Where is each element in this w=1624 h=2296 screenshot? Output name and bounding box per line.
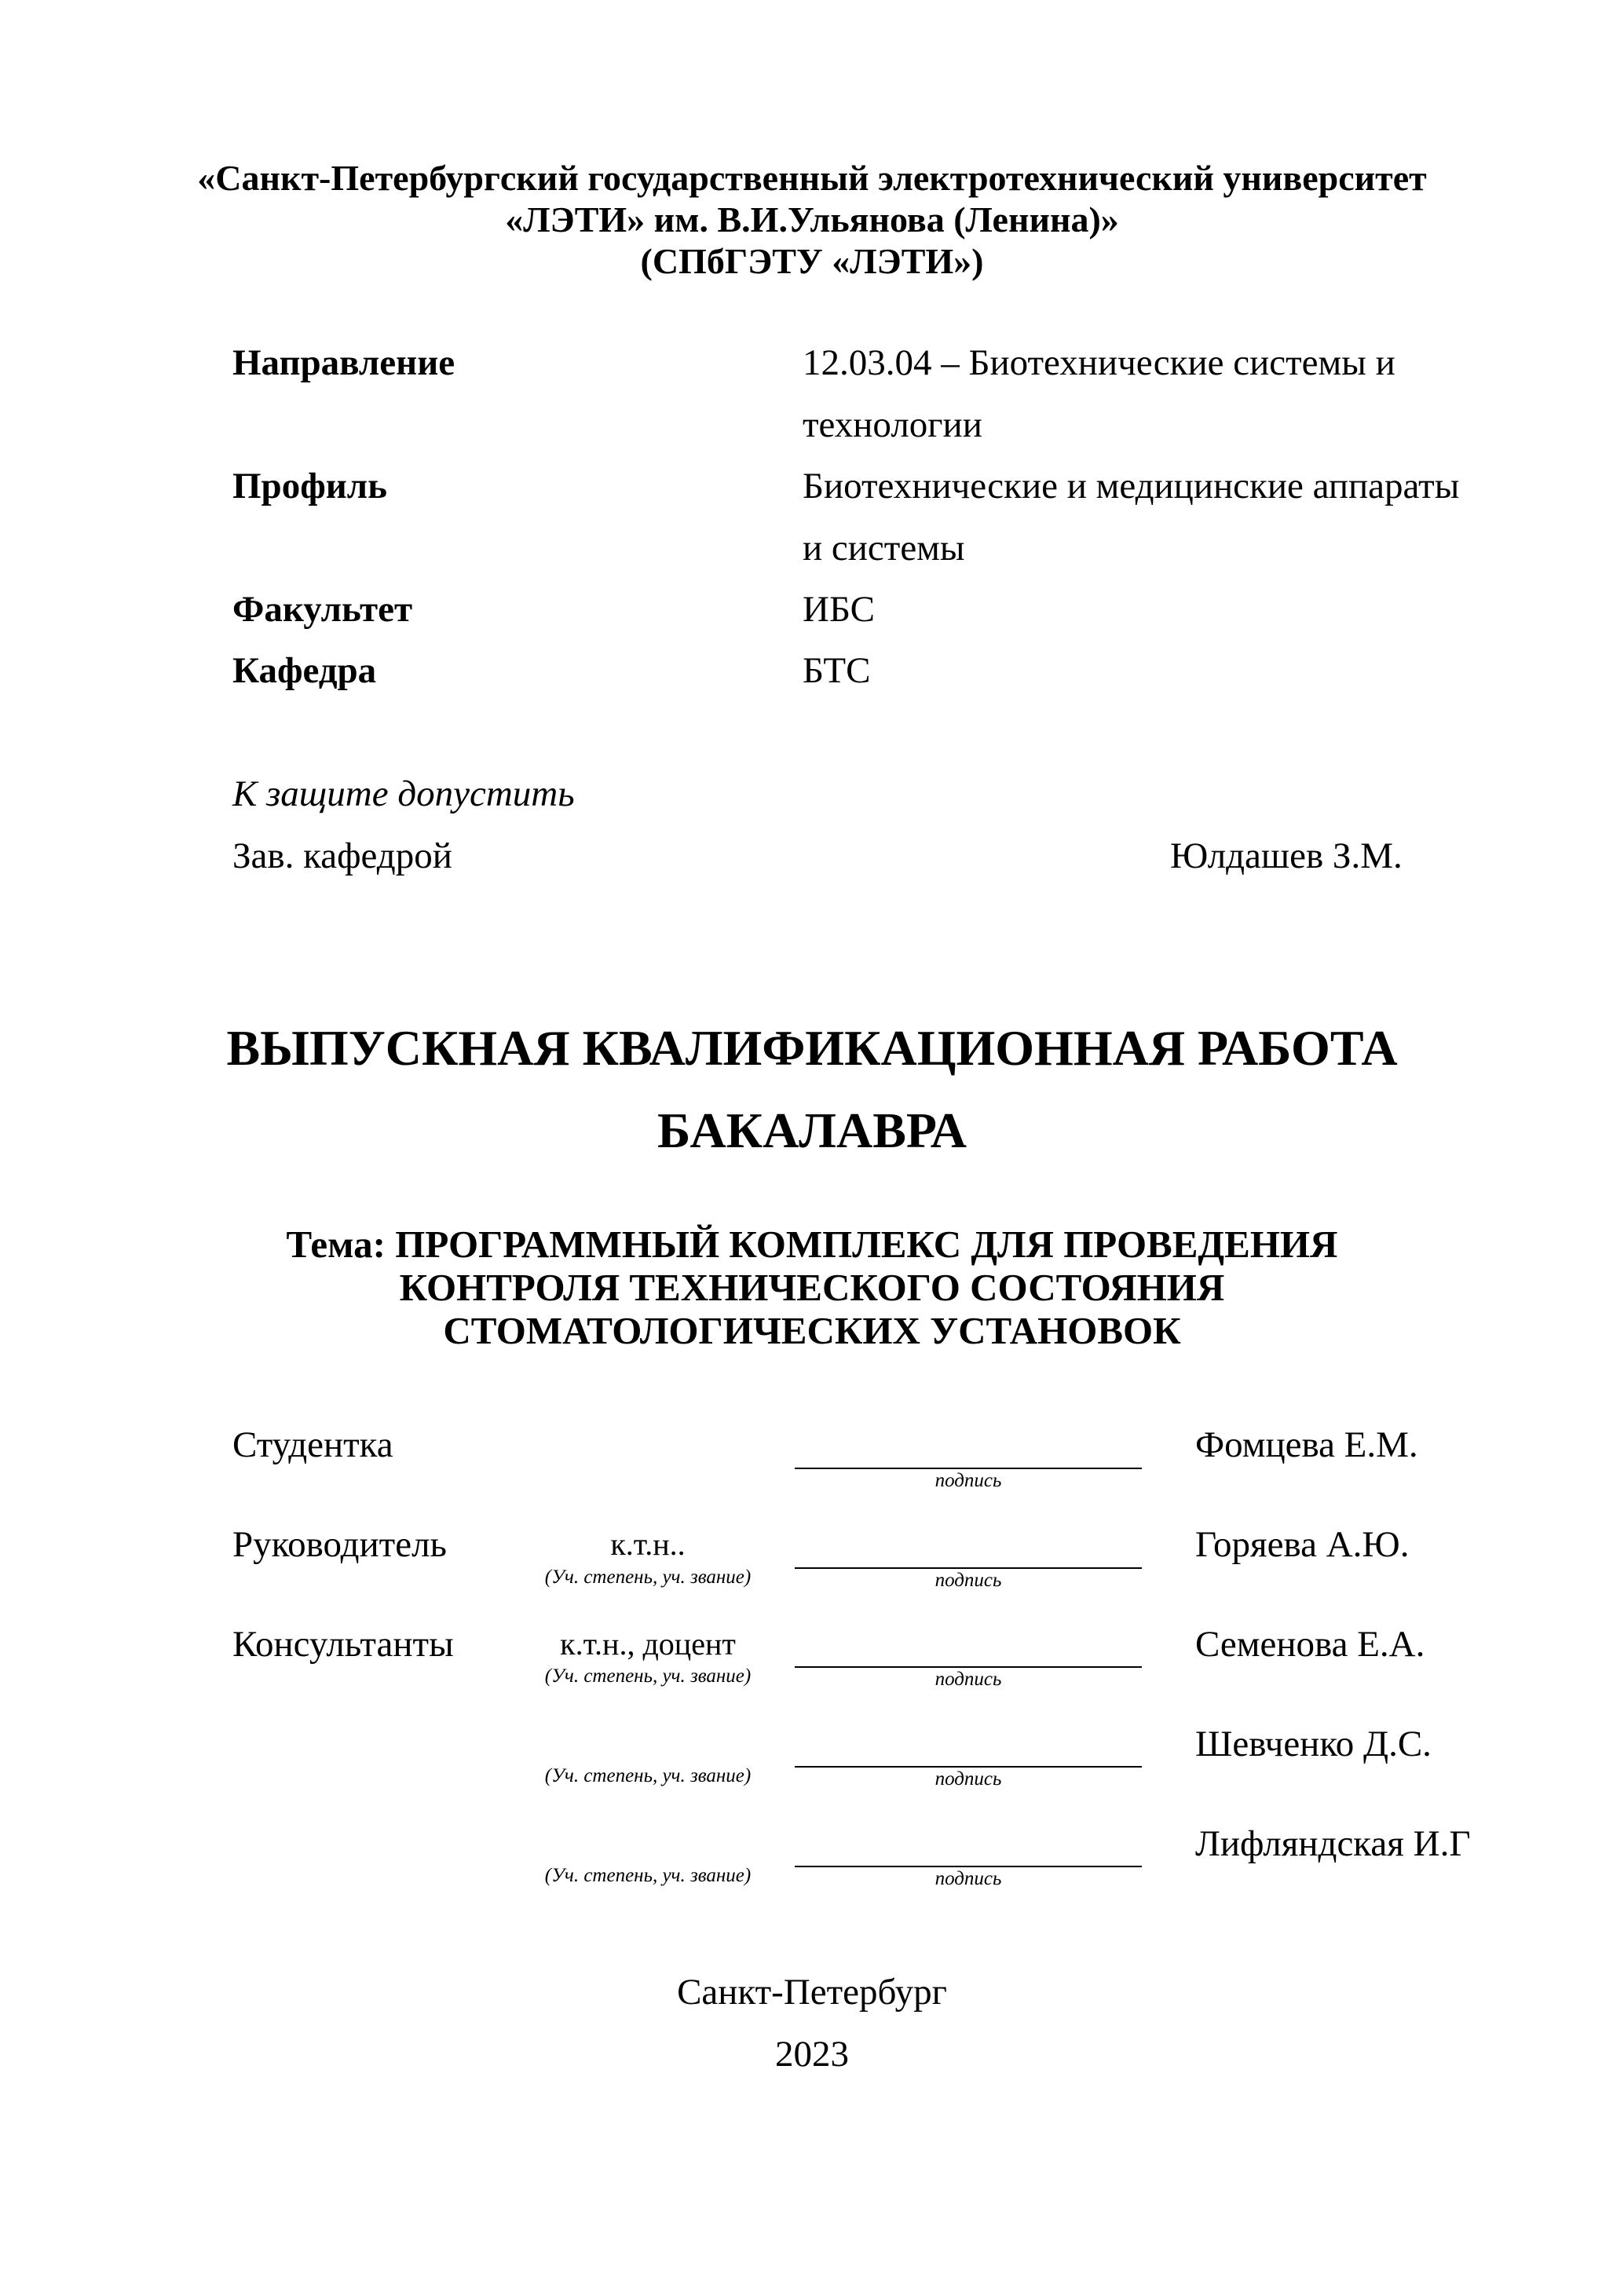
consultant1-name: Семенова Е.А. — [1195, 1624, 1425, 1665]
consultant3-degree-caption: (Уч. степень, уч. звание) — [544, 1865, 752, 1886]
year: 2023 — [775, 2034, 849, 2075]
university-name-line2: «ЛЭТИ» им. В.И.Ульянова (Ленина)» — [505, 199, 1119, 239]
consultant2-signature-caption: подпись — [935, 1768, 1002, 1790]
consultants-role: Консультанты — [232, 1624, 454, 1665]
consultant1-degree: к.т.н., доцент — [560, 1626, 736, 1662]
university-abbreviation: (СПбГЭТУ «ЛЭТИ») — [640, 241, 984, 281]
consultant1-signature-caption: подпись — [935, 1669, 1002, 1690]
supervisor-role: Руководитель — [232, 1524, 447, 1565]
topic-line1: Тема: ПРОГРАММНЫЙ КОМПЛЕКС ДЛЯ ПРОВЕДЕНИЯ — [286, 1223, 1338, 1266]
department-value: БТС — [803, 650, 871, 691]
consultant2-name: Шевченко Д.С. — [1195, 1724, 1432, 1764]
direction-value-line2: технологии — [803, 404, 982, 445]
university-name-line1: «Санкт-Петербургский государственный электротехнический университет — [197, 158, 1427, 198]
supervisor-name: Горяева А.Ю. — [1195, 1524, 1410, 1565]
direction-label: Направление — [232, 342, 455, 383]
department-label: Кафедра — [232, 650, 377, 691]
supervisor-signature-caption: подпись — [935, 1570, 1002, 1591]
consultant1-degree-caption: (Уч. степень, уч. звание) — [544, 1665, 752, 1687]
supervisor-degree-caption: (Уч. степень, уч. звание) — [544, 1567, 752, 1588]
admission-note: К защите допустить — [232, 773, 575, 814]
supervisor-degree: к.т.н.. — [610, 1526, 686, 1562]
student-signature-line — [795, 1468, 1142, 1469]
consultant2-signature-line — [795, 1766, 1142, 1768]
work-title-line2: БАКАЛАВРА — [657, 1102, 967, 1158]
profile-value-line2: и системы — [803, 528, 965, 569]
department-head-name: Юлдашев З.М. — [1170, 835, 1403, 876]
consultant3-signature-caption: подпись — [935, 1868, 1002, 1889]
topic-line3: СТОМАТОЛОГИЧЕСКИХ УСТАНОВОК — [443, 1309, 1181, 1352]
department-head-label: Зав. кафедрой — [232, 835, 452, 876]
consultant1-signature-line — [795, 1666, 1142, 1668]
profile-label: Профиль — [232, 466, 388, 506]
consultant3-name: Лифляндская И.Г — [1195, 1823, 1471, 1864]
student-role: Студентка — [232, 1424, 393, 1465]
student-name: Фомцева Е.М. — [1195, 1424, 1418, 1465]
supervisor-signature-line — [795, 1567, 1142, 1569]
consultant2-degree-caption: (Уч. степень, уч. звание) — [544, 1765, 752, 1786]
direction-value-line1: 12.03.04 – Биотехнические системы и — [803, 342, 1395, 383]
consultant3-signature-line — [795, 1866, 1142, 1867]
student-signature-caption: подпись — [935, 1470, 1002, 1491]
faculty-label: Факультет — [232, 589, 413, 630]
city: Санкт-Петербург — [677, 1972, 947, 2013]
profile-value-line1: Биотехнические и медицинские аппараты — [803, 466, 1460, 506]
work-title-line1: ВЫПУСКНАЯ КВАЛИФИКАЦИОННАЯ РАБОТА — [226, 1020, 1398, 1076]
faculty-value: ИБС — [803, 589, 875, 630]
topic-line2: КОНТРОЛЯ ТЕХНИЧЕСКОГО СОСТОЯНИЯ — [399, 1266, 1225, 1309]
